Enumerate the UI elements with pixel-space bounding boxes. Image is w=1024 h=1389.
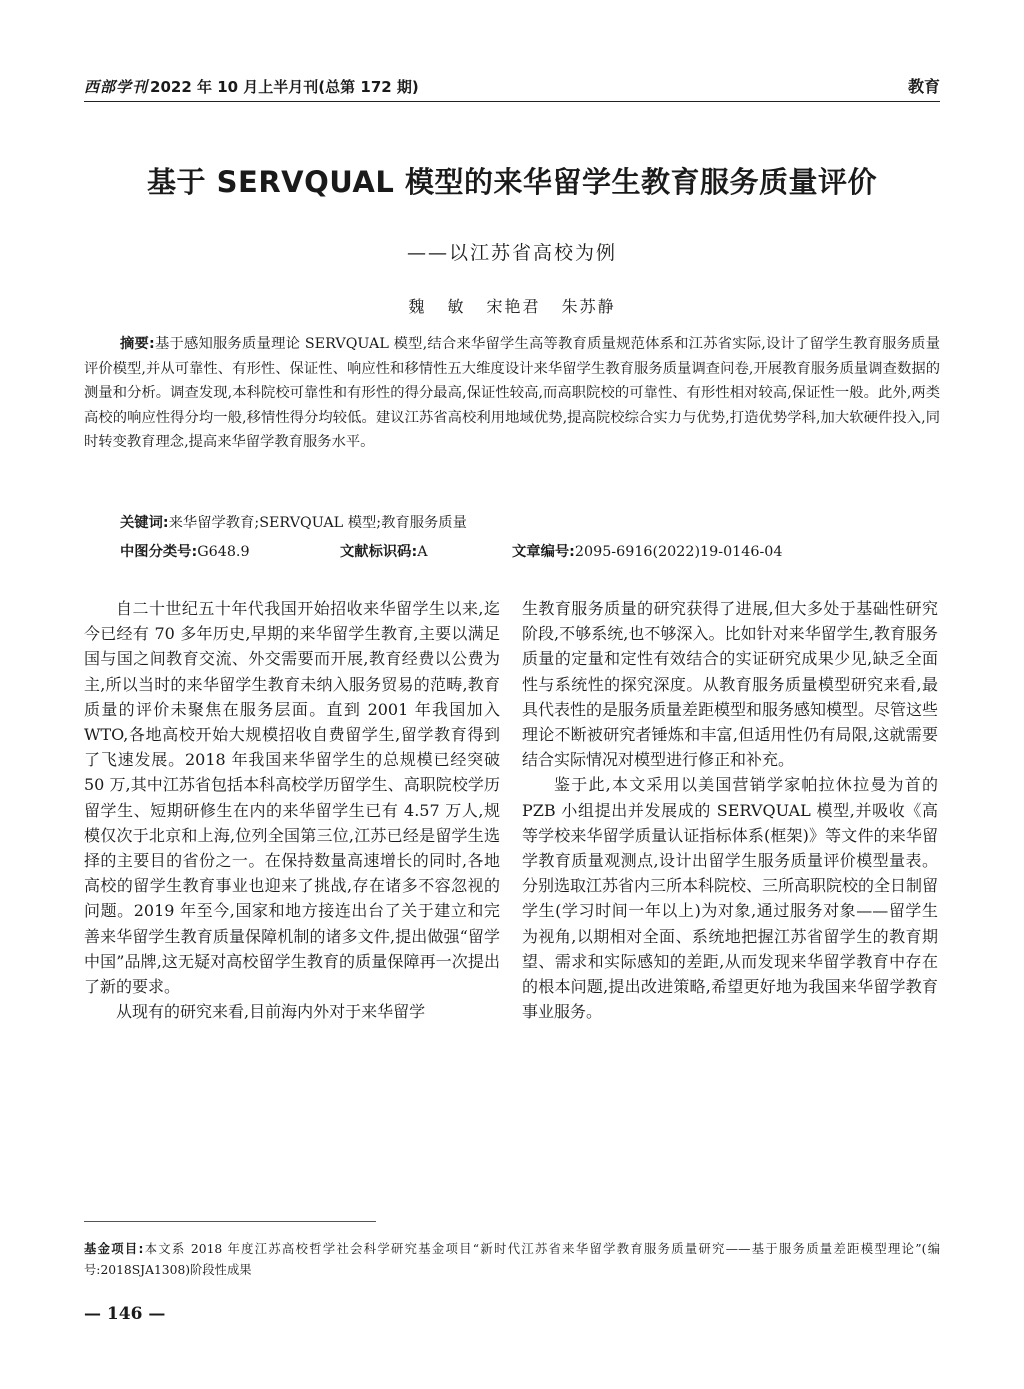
document-code [340,541,512,563]
clc-value: G648.9 [197,544,250,560]
funding-footnote [84,1239,940,1281]
clc-number [120,541,340,563]
article-meta [120,541,940,563]
body-paragraph-continued: 生教育服务质量的研究获得了进展,但大多处于基础性研究阶段,不够系统,也不够深入。比如针对来华留学生,教育服务质量的定量和定性有效结合的实证研究成果少见,缺乏全面性与系统性的探究深度。从教育服务质量模型研究来看,最具代表性的是服务质量差距模型和服务感知模型。尽管这些理论不断被研究者锤炼和丰富,但适用性仍有局限,这就需要结合实际情况对模型进行修正和补充。 [522,599,939,770]
body-column-right [522,596,938,1024]
article-number-value: 2095-6916(2022)19-0146-04 [574,544,783,560]
body-paragraph: 自二十世纪五十年代我国开始招收来华留学生以来,迄今已经有 70 多年历史,早期的来华留学生教育,主要以满足国与国之间教育交流、外交需要而开展,教育经费以公费为主,所以当时的来华留学生教育未纳入服务贸易的范畴,教育质量的评价未聚焦在服务层面。直到 2001 年我国加入 WTO,各地高校开始大规模招收自费留学生,留学教育得到了飞速发展。2018 年我国来华留学生的总规模已经突破 50 万,其中江苏省包括本科高校学历留学生、高职院校学历留学生、短期研修生在内的来华留学生已有 4.57 万人,规模仅次于北京和上海,位列全国第三位,江苏已经是留学生选择的主要目的省份之一。在保持数量高速增长的同时,各地高校的留学生教育事业也迎来了挑战,存在诸多不容忽视的问题。2019 年至今,国家和地方接连出台了关于建立和完善来华留学生教育质量保障机制的诸多文件,提出做强“留学中国”品牌,这无疑对高校留学生教育的质量保障再一次提出了新的要求。 [84,599,500,997]
section-label: 教育 [907,77,940,96]
footnote-text: 本文系 2018 年度江苏高校哲学社会科学研究基金项目“新时代江苏省来华留学教育服务质量研究——基于服务质量差距模型理论”(编号:2018SJA1308)阶段性成果 [84,1242,940,1277]
issue-info: 2022 年 10 月上半月刊(总第 172 期) [150,78,419,96]
keywords [120,512,940,534]
doc-code-value: A [417,544,428,560]
journal-info [84,76,419,97]
footnote-label: 基金项目: [84,1242,144,1256]
article-number-label: 文章编号: [512,544,575,560]
running-header [84,68,940,102]
author-list: 魏 敏 宋艳君 朱苏静 [408,297,616,316]
article-subtitle: ——以江苏省高校为例 [406,242,617,264]
abstract [84,332,940,455]
journal-logo: 西部学刊 [84,78,149,96]
abstract-label: 摘要: [120,336,155,352]
keywords-text: 来华留学教育;SERVQUAL 模型;教育服务质量 [168,515,467,531]
abstract-text: 基于感知服务质量理论 SERVQUAL 模型,结合来华留学生高等教育质量规范体系和江苏省实际,设计了留学生教育服务质量评价模型,并从可靠性、有形性、保证性、响应性和移情性五大维度设计来华留学生教育服务质量调查问卷,开展教育服务质量调查数据的测量和分析。调查发现,本科院校可靠性和有形性的得分最高,保证性较高,而高职院校的可靠性、有形性相对较高,保证性一般。此外,两类高校的响应性得分均一般,移情性得分均较低。建议江苏省高校利用地域优势,提高院校综合实力与优势,打造优势学科,加大软硬件投入,同时转变教育理念,提高来华留学教育服务水平。 [84,336,940,451]
clc-label: 中图分类号: [120,544,198,560]
footnote-rule [84,1221,376,1222]
doc-code-label: 文献标识码: [340,544,418,560]
body-paragraph: 从现有的研究来看,目前海内外对于来华留学 [116,1002,426,1022]
page-number: — 146 — [84,1304,166,1324]
body-column-left [84,596,500,1024]
body-paragraph: 鉴于此,本文采用以美国营销学家帕拉休拉曼为首的 PZB 小组提出并发展成的 SERVQUAL 模型,并吸收《高等学校来华留学质量认证指标体系(框架)》等文件的来华留学教育质量观测点,设计出留学生服务质量评价模型量表。分别选取江苏省内三所本科院校、三所高职院校的全日制留学生(学习时间一年以上)为对象,通过服务对象——留学生为视角,以期相对全面、系统地把握江苏省留学生的教育期望、需求和实际感知的差距,从而发现来华留学教育中存在的根本问题,提出改进策略,希望更好地为我国来华留学教育事业服务。 [522,775,939,1022]
article-title: 基于 SERVQUAL 模型的来华留学生教育服务质量评价 [147,165,877,199]
keywords-label: 关键词: [120,515,169,531]
article-number [512,541,782,563]
